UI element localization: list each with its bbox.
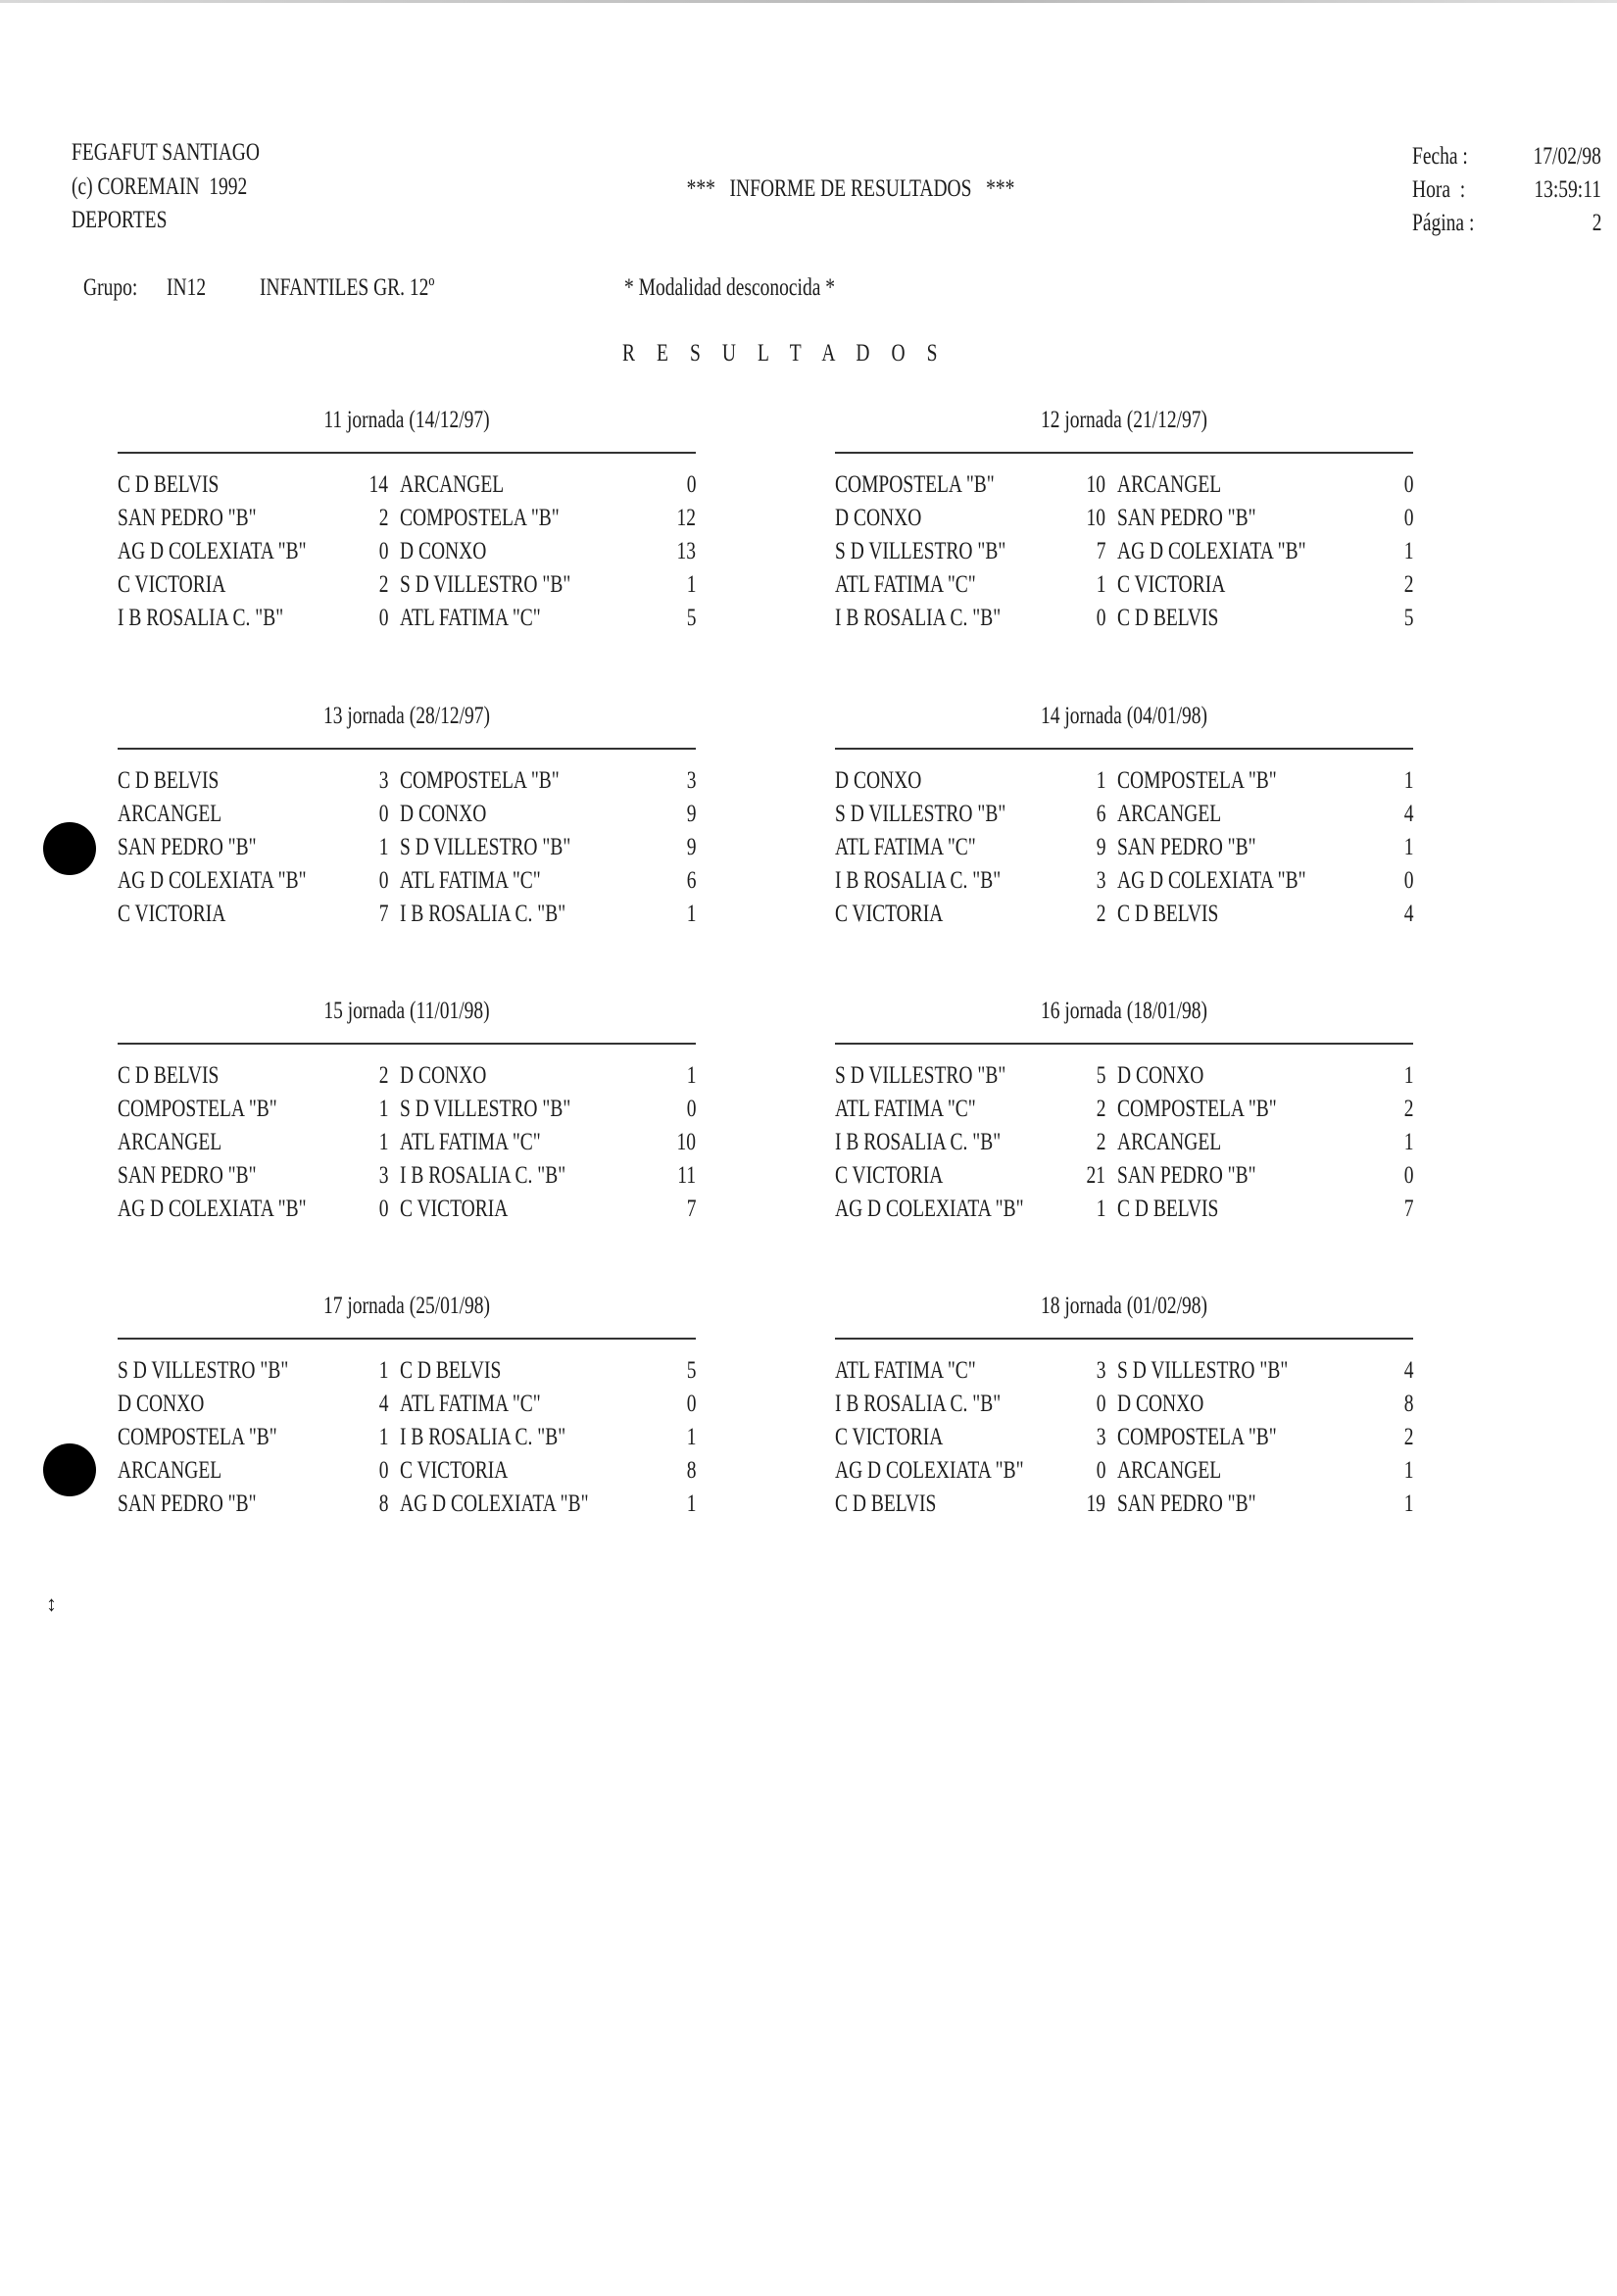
jornada-block [835,1292,1413,1527]
away-score: 11 [677,1162,696,1189]
away-team: COMPOSTELA "B" [1117,1096,1277,1122]
home-team: ATL FATIMA "C" [835,571,976,598]
away-score: 0 [1403,867,1413,894]
away-team: SAN PEDRO "B" [1117,1162,1256,1189]
home-team: ARCANGEL [118,1457,222,1484]
home-score: 2 [1096,1129,1105,1155]
jornada-title: 13 jornada (28/12/97) [322,703,491,729]
pagina-label: Página : [1412,210,1475,236]
home-score: 6 [1096,801,1105,827]
home-score: 1 [378,1129,388,1155]
away-score: 9 [686,834,696,860]
away-score: 7 [1403,1196,1413,1222]
home-team: C D BELVIS [118,471,220,498]
home-team: I B ROSALIA C. "B" [835,1391,1002,1417]
away-score: 4 [1403,901,1413,927]
away-team: AG D COLEXIATA "B" [1117,867,1306,894]
away-team: S D VILLESTRO "B" [400,834,571,860]
home-team: C VICTORIA [835,901,944,927]
home-team: C VICTORIA [118,901,226,927]
home-team: C VICTORIA [835,1424,944,1450]
away-score: 1 [686,1490,696,1517]
away-team: ARCANGEL [1117,1457,1222,1484]
away-team: COMPOSTELA "B" [400,767,560,794]
away-team: S D VILLESTRO "B" [400,1096,571,1122]
away-team: C D BELVIS [400,1357,502,1384]
away-team: I B ROSALIA C. "B" [400,1424,566,1450]
away-score: 5 [1403,605,1413,631]
home-score: 1 [1096,571,1105,598]
jornada-rule [118,1043,696,1045]
jornada-title: 16 jornada (18/01/98) [1040,998,1208,1024]
away-score: 8 [686,1457,696,1484]
home-team: SAN PEDRO "B" [118,834,257,860]
home-team: C D BELVIS [118,767,220,794]
jornada-block [835,406,1413,641]
away-score: 1 [1403,767,1413,794]
home-team: ATL FATIMA "C" [835,834,976,860]
home-score: 3 [378,1162,388,1189]
grupo-label: Grupo: [83,274,138,301]
punch-hole-upper [43,822,96,875]
away-score: 1 [686,1062,696,1089]
away-team: D CONXO [1117,1062,1204,1089]
home-team: AG D COLEXIATA "B" [835,1196,1024,1222]
home-team: COMPOSTELA "B" [835,471,995,498]
home-team: AG D COLEXIATA "B" [835,1457,1024,1484]
away-team: D CONXO [400,801,487,827]
home-score: 0 [378,1196,388,1222]
away-score: 13 [676,538,696,564]
home-score: 0 [1096,605,1105,631]
home-team: COMPOSTELA "B" [118,1424,277,1450]
away-team: D CONXO [400,1062,487,1089]
jornada-rule [118,452,696,454]
away-score: 5 [686,1357,696,1384]
home-team: SAN PEDRO "B" [118,1490,257,1517]
away-team: C D BELVIS [1117,1196,1219,1222]
home-score: 0 [378,1457,388,1484]
home-score: 2 [378,1062,388,1089]
home-score: 7 [1096,538,1105,564]
home-team: C D BELVIS [835,1490,937,1517]
away-score: 1 [1403,1129,1413,1155]
jornada-block [118,702,696,937]
hora-value: 13:59:11 [1534,176,1601,203]
away-score: 0 [1403,471,1413,498]
away-team: C D BELVIS [1117,901,1219,927]
org-name: FEGAFUT SANTIAGO [72,139,260,166]
away-team: ATL FATIMA "C" [400,867,541,894]
away-score: 0 [1403,505,1413,531]
home-score: 3 [378,767,388,794]
home-team: I B ROSALIA C. "B" [118,605,284,631]
home-score: 1 [378,834,388,860]
home-score: 7 [378,901,388,927]
away-score: 1 [1403,538,1413,564]
home-score: 2 [378,571,388,598]
jornada-title: 12 jornada (21/12/97) [1040,407,1208,433]
jornada-rule [118,1338,696,1340]
report-title: *** INFORME DE RESULTADOS *** [686,175,1015,202]
away-team: S D VILLESTRO "B" [1117,1357,1289,1384]
home-score: 2 [1096,1096,1105,1122]
away-score: 0 [1403,1162,1413,1189]
home-score: 1 [1096,767,1105,794]
pagina-value: 2 [1592,210,1601,236]
home-team: S D VILLESTRO "B" [118,1357,289,1384]
jornada-title: 11 jornada (14/12/97) [323,407,490,433]
punch-hole-lower [43,1443,96,1496]
away-team: ATL FATIMA "C" [400,1129,541,1155]
away-score: 9 [686,801,696,827]
home-team: I B ROSALIA C. "B" [835,867,1002,894]
home-score: 8 [378,1490,388,1517]
away-score: 1 [686,571,696,598]
away-team: S D VILLESTRO "B" [400,571,571,598]
home-team: S D VILLESTRO "B" [835,1062,1006,1089]
home-team: D CONXO [835,505,922,531]
home-team: I B ROSALIA C. "B" [835,1129,1002,1155]
home-score: 3 [1096,1357,1105,1384]
away-team: C VICTORIA [1117,571,1226,598]
away-score: 1 [1403,1457,1413,1484]
away-team: ARCANGEL [400,471,505,498]
home-score: 5 [1096,1062,1105,1089]
away-team: SAN PEDRO "B" [1117,505,1256,531]
away-score: 10 [676,1129,696,1155]
home-score: 0 [378,801,388,827]
home-score: 10 [1086,505,1105,531]
home-score: 4 [378,1391,388,1417]
home-score: 0 [378,538,388,564]
home-team: ATL FATIMA "C" [835,1357,976,1384]
away-score: 1 [686,1424,696,1450]
jornada-block [118,1292,696,1527]
home-team: I B ROSALIA C. "B" [835,605,1002,631]
home-team: AG D COLEXIATA "B" [118,538,307,564]
jornada-block [835,997,1413,1232]
away-team: ATL FATIMA "C" [400,1391,541,1417]
grupo-name: INFANTILES GR. 12º [260,274,435,301]
home-team: ATL FATIMA "C" [835,1096,976,1122]
home-team: SAN PEDRO "B" [118,505,257,531]
away-team: ARCANGEL [1117,471,1222,498]
home-team: SAN PEDRO "B" [118,1162,257,1189]
away-score: 2 [1403,1096,1413,1122]
away-team: D CONXO [1117,1391,1204,1417]
home-team: D CONXO [835,767,922,794]
home-score: 0 [1096,1457,1105,1484]
home-team: S D VILLESTRO "B" [835,538,1006,564]
department-line: DEPORTES [72,207,168,233]
jornada-rule [118,748,696,750]
away-team: SAN PEDRO "B" [1117,1490,1256,1517]
hora-label: Hora : [1412,176,1466,203]
away-score: 1 [686,901,696,927]
away-team: COMPOSTELA "B" [1117,1424,1277,1450]
away-team: I B ROSALIA C. "B" [400,1162,566,1189]
away-score: 0 [686,1096,696,1122]
home-score: 10 [1086,471,1105,498]
home-team: D CONXO [118,1391,205,1417]
jornada-block [118,406,696,641]
home-score: 1 [378,1357,388,1384]
scroll-mark-icon: ↕ [46,1591,57,1616]
copyright-line: (c) COREMAIN 1992 [72,173,248,200]
home-team: ARCANGEL [118,801,222,827]
away-team: ATL FATIMA "C" [400,605,541,631]
home-team: C VICTORIA [835,1162,944,1189]
home-score: 3 [1096,867,1105,894]
away-score: 0 [686,471,696,498]
home-score: 14 [368,471,388,498]
away-score: 8 [1403,1391,1413,1417]
away-score: 1 [1403,834,1413,860]
away-score: 4 [1403,1357,1413,1384]
home-score: 0 [378,605,388,631]
away-team: AG D COLEXIATA "B" [1117,538,1306,564]
home-team: COMPOSTELA "B" [118,1096,277,1122]
fecha-value: 17/02/98 [1533,143,1601,170]
jornada-title: 15 jornada (11/01/98) [323,998,490,1024]
home-team: AG D COLEXIATA "B" [118,1196,307,1222]
home-score: 0 [378,867,388,894]
home-score: 1 [378,1096,388,1122]
away-team: COMPOSTELA "B" [1117,767,1277,794]
away-team: COMPOSTELA "B" [400,505,560,531]
home-score: 21 [1086,1162,1105,1189]
grupo-code: IN12 [167,274,207,301]
jornada-title: 14 jornada (04/01/98) [1040,703,1208,729]
away-score: 1 [1403,1062,1413,1089]
away-team: D CONXO [400,538,487,564]
jornada-rule [835,452,1413,454]
away-team: I B ROSALIA C. "B" [400,901,566,927]
fecha-label: Fecha : [1412,143,1468,170]
away-score: 2 [1403,571,1413,598]
away-score: 6 [686,867,696,894]
modalidad: * Modalidad desconocida * [624,274,835,301]
home-score: 1 [378,1424,388,1450]
away-score: 4 [1403,801,1413,827]
jornada-block [835,702,1413,937]
page-top-edge [0,0,1617,3]
home-team: ARCANGEL [118,1129,222,1155]
away-team: ARCANGEL [1117,1129,1222,1155]
away-score: 12 [676,505,696,531]
away-score: 7 [686,1196,696,1222]
away-score: 2 [1403,1424,1413,1450]
section-title: R E S U L T A D O S [621,340,947,366]
home-team: C D BELVIS [118,1062,220,1089]
home-team: C VICTORIA [118,571,226,598]
away-score: 3 [686,767,696,794]
jornada-rule [835,748,1413,750]
away-team: AG D COLEXIATA "B" [400,1490,589,1517]
home-score: 3 [1096,1424,1105,1450]
away-score: 5 [686,605,696,631]
jornada-block [118,997,696,1232]
home-score: 0 [1096,1391,1105,1417]
jornada-title: 17 jornada (25/01/98) [322,1293,491,1319]
away-team: C VICTORIA [400,1457,509,1484]
away-score: 0 [686,1391,696,1417]
jornada-rule [835,1043,1413,1045]
home-score: 2 [1096,901,1105,927]
jornada-title: 18 jornada (01/02/98) [1040,1293,1208,1319]
home-score: 1 [1096,1196,1105,1222]
away-team: C VICTORIA [400,1196,509,1222]
home-score: 9 [1096,834,1105,860]
home-team: AG D COLEXIATA "B" [118,867,307,894]
jornada-rule [835,1338,1413,1340]
away-team: ARCANGEL [1117,801,1222,827]
away-team: C D BELVIS [1117,605,1219,631]
home-score: 2 [378,505,388,531]
away-score: 1 [1403,1490,1413,1517]
away-team: SAN PEDRO "B" [1117,834,1256,860]
home-score: 19 [1086,1490,1105,1517]
home-team: S D VILLESTRO "B" [835,801,1006,827]
